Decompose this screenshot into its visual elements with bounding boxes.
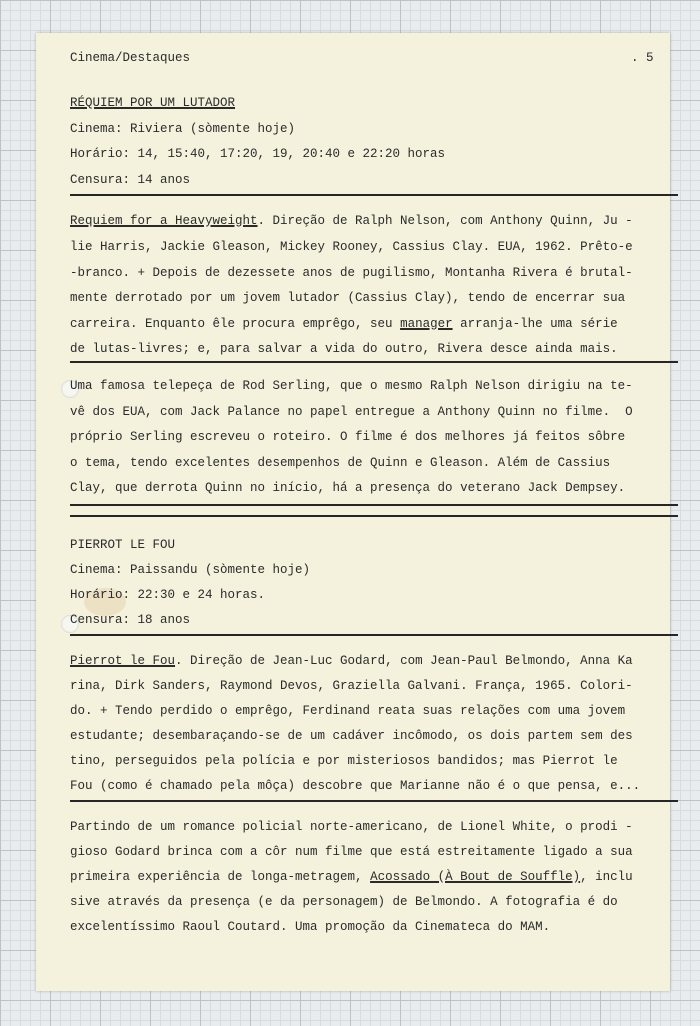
film2-synopsis-line: estudante; desembaraçando-se de um cadáver incômodo, os dois partem sem des <box>70 729 633 743</box>
film1-comment-line: Clay, que derrota Quinn no início, há a presença do veterano Jack Dempsey. <box>70 481 626 495</box>
film1-synopsis-line: de lutas-livres; e, para salvar a vida do outro, Rivera desce ainda mais. <box>70 342 618 356</box>
film2-synopsis-line: rina, Dirk Sanders, Raymond Devos, Graziella Galvani. França, 1965. Colori- <box>70 679 633 693</box>
divider <box>70 634 678 636</box>
film1-synopsis-text: arranja-lhe uma série <box>452 317 618 331</box>
film2-synopsis-line: tino, perseguidos pela polícia e por misteriosos bandidos; mas Pierrot le <box>70 754 618 768</box>
divider <box>70 800 678 802</box>
film1-comment-line: o tema, tendo excelentes desempenhos de Quinn e Gleason. Além de Cassius <box>70 456 611 470</box>
divider <box>70 361 678 363</box>
film2-original-title: Pierrot le Fou <box>70 654 176 668</box>
film2-synopsis-line <box>70 654 633 668</box>
film2-comment-line: excelentíssimo Raoul Coutard. Uma promoção da Cinemateca do MAM. <box>70 920 551 934</box>
film2-comment-line: gioso Godard brinca com a côr num filme que está estreitamente ligado a sua <box>70 845 633 859</box>
typed-page <box>36 33 670 991</box>
film1-title: RÉQUIEM POR UM LUTADOR <box>70 96 236 110</box>
film1-synopsis-line: mente derrotado por um jovem lutador (Cassius Clay), tendo de encerrar sua <box>70 291 626 305</box>
film1-synopsis-line: lie Harris, Jackie Gleason, Mickey Rooney, Cassius Clay. EUA, 1962. Prêto-e <box>70 240 633 254</box>
manager-word: manager <box>400 317 453 331</box>
film1-horario: Horário: 14, 15:40, 17:20, 19, 20:40 e 22:20 horas <box>70 147 446 161</box>
film2-horario: Horário: 22:30 e 24 horas. <box>70 588 266 602</box>
film1-censura: Censura: 14 anos <box>70 173 191 187</box>
film1-synopsis-line: -branco. + Depois de dezessete anos de pugilismo, Montanha Rivera é brutal- <box>70 266 633 280</box>
film1-comment-line: próprio Serling escreveu o roteiro. O filme é dos melhores já feitos sôbre <box>70 430 626 444</box>
film2-comment-line: Partindo de um romance policial norte-americano, de Lionel White, o prodi - <box>70 820 633 834</box>
film2-comment-line <box>70 870 633 884</box>
film1-original-title: Requiem for a Heavyweight <box>70 214 258 228</box>
divider <box>70 515 678 517</box>
film1-comment-line: Uma famosa telepeça de Rod Serling, que o mesmo Ralph Nelson dirigiu na te- <box>70 379 633 393</box>
film2-synopsis-line: Fou (como é chamado pela môça) descobre que Marianne não é o que pensa, e... <box>70 779 641 793</box>
film2-comment-text: primeira experiência de longa-metragem, <box>70 870 371 884</box>
film2-synopsis-line: do. + Tendo perdido o emprêgo, Ferdinand reata suas relações com uma jovem <box>70 704 626 718</box>
film1-synopsis-text: . Direção de Ralph Nelson, com Anthony Quinn, Ju - <box>257 214 633 228</box>
film2-comment-line: sive através da presença (e da personagem) de Belmondo. A fotografia é do <box>70 895 618 909</box>
film2-cinema: Cinema: Paissandu (sòmente hoje) <box>70 563 311 577</box>
film1-cinema: Cinema: Riviera (sòmente hoje) <box>70 122 296 136</box>
film1-comment-line: vê dos EUA, com Jack Palance no papel entregue a Anthony Quinn no filme. O <box>70 405 633 419</box>
film1-synopsis-line <box>70 317 618 331</box>
film1-synopsis-text: carreira. Enquanto êle procura emprêgo, seu <box>70 317 401 331</box>
divider <box>70 504 678 506</box>
film2-title: PIERROT LE FOU <box>70 538 176 552</box>
section-header: Cinema/Destaques <box>70 51 191 65</box>
film1-synopsis-line <box>70 214 633 228</box>
film2-censura: Censura: 18 anos <box>70 613 191 627</box>
film2-synopsis-text: . Direção de Jean-Luc Godard, com Jean-Paul Belmondo, Anna Ka <box>175 654 633 668</box>
page-number: . 5 <box>631 51 654 65</box>
film2-comment-text: , inclu <box>580 870 633 884</box>
acossado-title: Acossado (À Bout de Souffle) <box>370 870 581 884</box>
divider <box>70 194 678 196</box>
